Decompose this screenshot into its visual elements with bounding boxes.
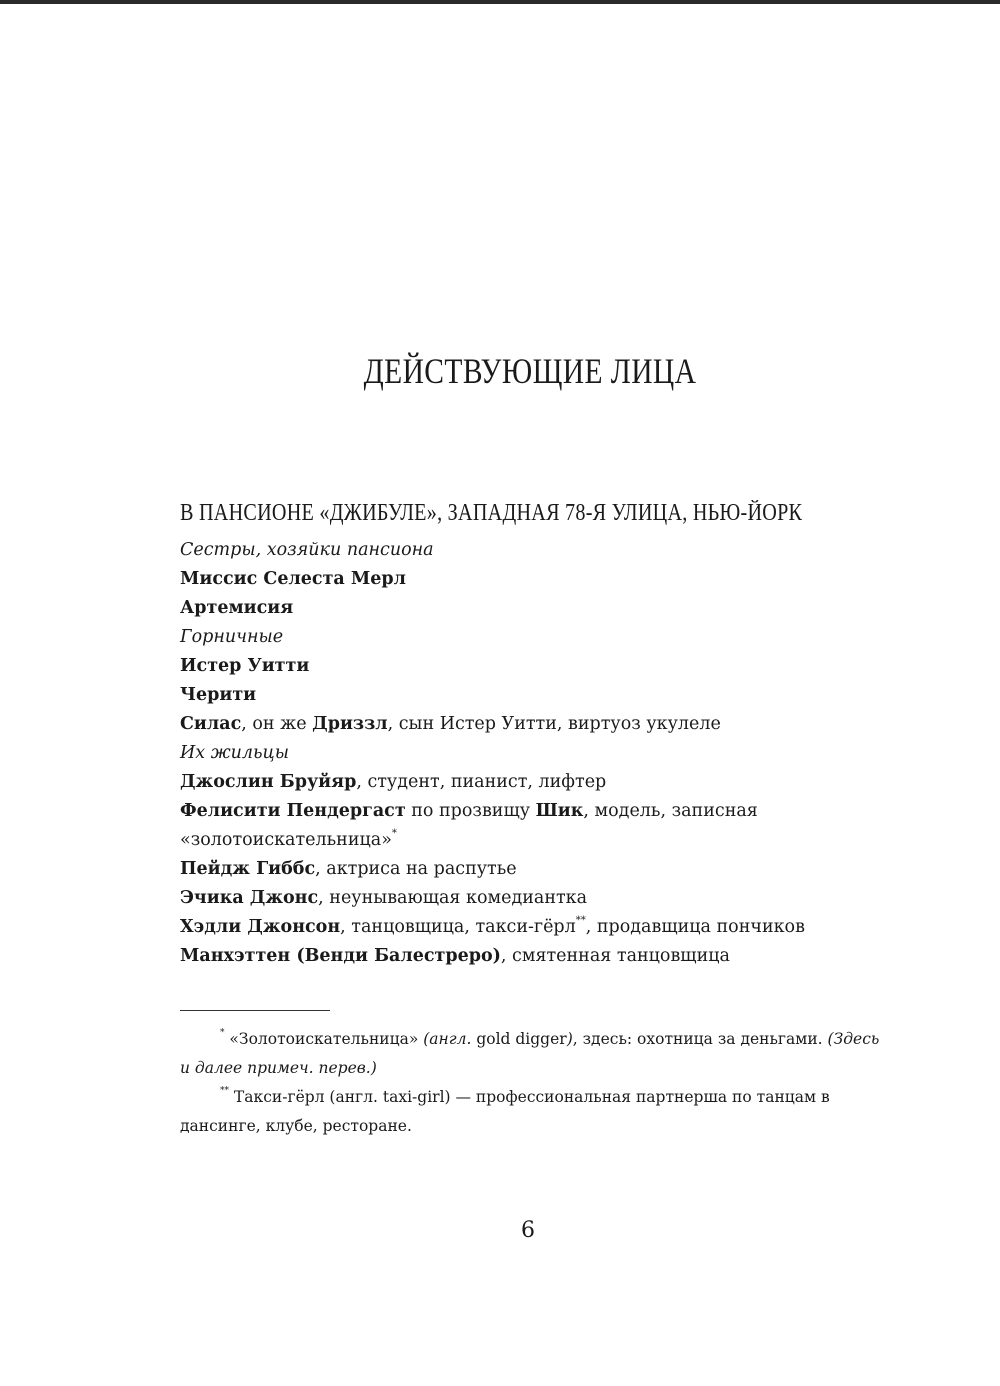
footnote-marker: * [391, 828, 397, 840]
character-name: Миссис Селеста Мерл [180, 569, 406, 589]
footnote-marker: ** [575, 915, 586, 927]
character-name: Пейдж Гиббс [180, 859, 316, 879]
footnote-text: Такси-гёрл (англ. taxi-girl) — профессиональная партнерша по танцам в дансинге, клубе, ресторане. [180, 1088, 830, 1135]
footnote-1 [180, 1025, 880, 1083]
footnote-2 [180, 1083, 880, 1141]
character-name: Истер Уитти [180, 656, 310, 676]
character-alias: Шик [535, 801, 584, 821]
section-heading: В ПАНСИОНЕ «ДЖИБУЛЕ», ЗАПАДНАЯ 78-Я УЛИЦА, НЬЮ-ЙОРК [180, 500, 803, 526]
cast-entry-charity [180, 681, 880, 710]
character-name: Фелисити Пендергаст [180, 801, 406, 821]
character-name: Силас [180, 714, 242, 734]
character-description: , студент, пианист, лифтер [356, 772, 607, 792]
cast-entry-manhattan [180, 942, 880, 971]
footnote-marker: ** [220, 1085, 229, 1096]
footnote-divider [180, 1010, 330, 1011]
character-description: , продавщица пончиков [585, 917, 805, 937]
character-description: , танцовщица, такси-гёрл [340, 917, 576, 937]
group-label-tenants: Их жильцы [180, 743, 289, 763]
cast-entry-hedley [180, 913, 880, 942]
character-name: Манхэттен (Венди Балестреро) [180, 946, 501, 966]
character-name: Эчика Джонс [180, 888, 319, 908]
cast-entry-paige [180, 855, 880, 884]
cast-entry-celeste [180, 565, 880, 594]
cast-entry-echika [180, 884, 880, 913]
character-description: , сын Истер Уитти, виртуоз укулеле [387, 714, 721, 734]
page-title: ДЕЙСТВУЮЩИЕ ЛИЦА [363, 351, 697, 391]
footnote-text: gold digger [471, 1030, 567, 1048]
cast-entry-felicity [180, 797, 880, 855]
cast-entry-easter [180, 652, 880, 681]
footnote-text: , здесь: охотница за деньгами. [572, 1030, 828, 1048]
group-label-sisters: Сестры, хозяйки пансиона [180, 540, 434, 560]
character-alias: Дриззл [312, 714, 388, 734]
character-name: Черити [180, 685, 257, 705]
character-description: , модель, записная «золотоискательница» [180, 801, 758, 850]
character-name: Артемисия [180, 598, 294, 618]
character-name: Хэдли Джонсон [180, 917, 341, 937]
footnotes [180, 1025, 880, 1141]
character-connector: , он же [241, 714, 313, 734]
cast-entry-silas [180, 710, 880, 739]
footnote-text: «Золотоискательница» [224, 1030, 424, 1048]
top-border [0, 0, 1000, 4]
cast-list [180, 536, 880, 971]
page-number: 6 [521, 1218, 535, 1243]
footnote-text: (Здесь и далее примеч. перев.) [180, 1030, 880, 1077]
cast-entry-artemisia [180, 594, 880, 623]
character-description: , актриса на распутье [315, 859, 517, 879]
cast-entry-jocelyn [180, 768, 880, 797]
character-description: , смятенная танцовщица [500, 946, 730, 966]
footnote-marker: * [220, 1027, 225, 1038]
footnote-text: ) [566, 1030, 573, 1048]
group-label-maids: Горничные [180, 627, 284, 647]
character-description: , неунывающая комедиантка [318, 888, 588, 908]
character-connector: по прозвищу [405, 801, 536, 821]
footnote-text: (англ. [423, 1030, 472, 1048]
character-name: Джослин Бруйяр [180, 772, 357, 792]
